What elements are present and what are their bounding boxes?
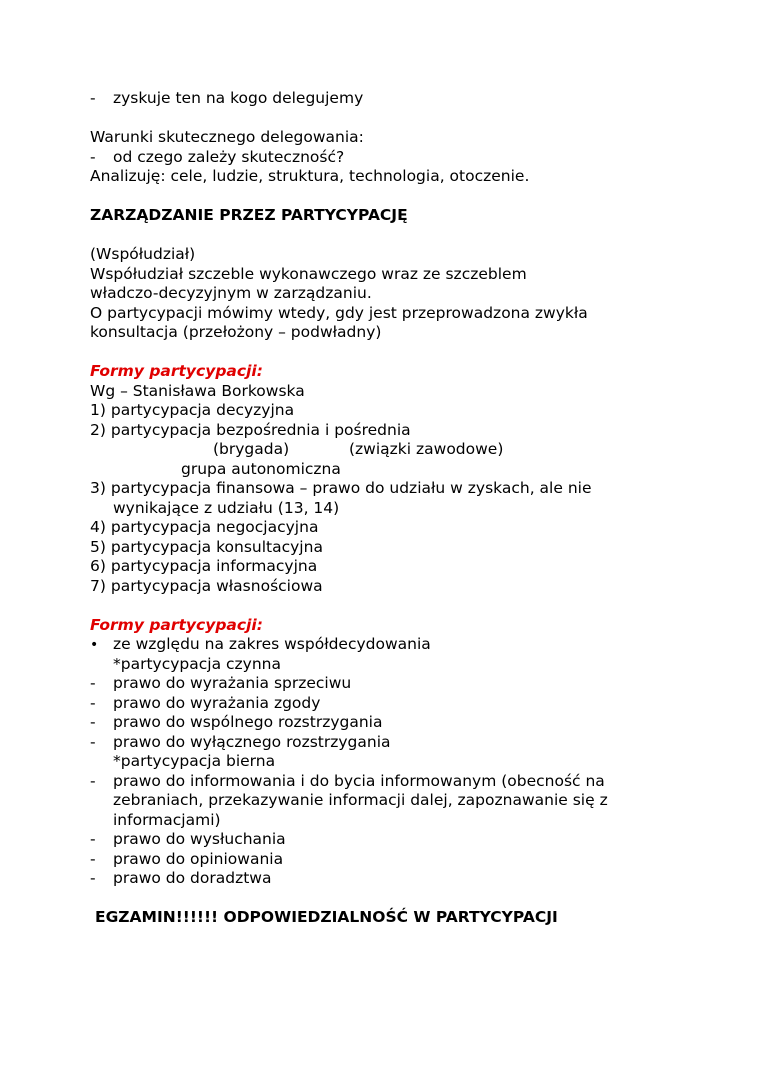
numbered-item: 1) partycypacja decyzyjna	[90, 401, 295, 419]
paragraph-line: konsultacja (przełożony – podwładny)	[90, 323, 382, 341]
paragraph-line: Współudział szczeble wykonawczego wraz ze szczeblem	[90, 264, 527, 283]
list-item: - prawo do informowania i do bycia informowanym (obecność na	[90, 771, 605, 790]
forms-heading-2: Formy partycypacji:	[90, 615, 263, 634]
list-item-continuation: informacjami)	[113, 810, 221, 829]
numbered-item: 4) partycypacja negocjacyjna	[90, 518, 319, 536]
numbered-item: 6) partycypacja informacyjna	[90, 557, 318, 575]
dash-marker: -	[90, 674, 96, 692]
forms-heading-1: Formy partycypacji:	[90, 362, 263, 380]
dash-marker: -	[90, 869, 96, 887]
list-item: - prawo do wyrażania sprzeciwu	[90, 674, 352, 692]
list-item: - prawo do wyrażania zgody	[90, 693, 321, 712]
document-page	[90, 89, 690, 928]
dash-marker: -	[90, 732, 96, 751]
numbered-item: 5) partycypacja konsultacyjna	[90, 537, 323, 556]
bullet-marker: •	[90, 637, 99, 653]
list-item: - prawo do wysłuchania	[90, 830, 286, 848]
sub-labels	[90, 440, 690, 460]
sub-label: (brygada)	[213, 440, 290, 458]
list-item: - od czego zależy skuteczność?	[90, 147, 345, 166]
list-item: - zyskuje ten na kogo delegujemy	[90, 89, 364, 107]
numbered-item: 3) partycypacja finansowa – prawo do udziału w zyskach, ale nie	[90, 479, 592, 497]
list-item: - prawo do opiniowania	[90, 849, 284, 868]
analysis-text: Analizuję: cele, ludzie, struktura, technologia, otoczenie.	[90, 167, 530, 185]
paragraph-line: O partycypacji mówimy wtedy, gdy jest przeprowadzona zwykła	[90, 303, 588, 322]
dash-marker: -	[90, 849, 96, 868]
dash-marker: -	[90, 147, 96, 166]
numbered-item: 2) partycypacja bezpośrednia i pośrednia	[90, 420, 411, 439]
dash-marker: -	[90, 713, 96, 731]
bullet-item: • ze względu na zakres współdecydowania	[90, 635, 690, 655]
section-title: ZARZĄDZANIE PRZEZ PARTYCYPACJĘ	[90, 206, 408, 224]
list-item: - prawo do doradztwa	[90, 869, 272, 887]
numbered-item-continuation: wynikające z udziału (13, 14)	[113, 498, 340, 517]
dash-marker: -	[90, 89, 96, 107]
numbered-item: 7) partycypacja własnościowa	[90, 576, 323, 595]
subheading: *partycypacja czynna	[113, 654, 281, 673]
dash-marker: -	[90, 830, 96, 848]
subheading: *partycypacja bierna	[113, 752, 276, 770]
list-item-continuation: zebraniach, przekazywanie informacji dalej, zapoznawanie się z	[113, 791, 608, 809]
list-item: - prawo do wspólnego rozstrzygania	[90, 713, 383, 731]
author-line: Wg – Stanisława Borkowska	[90, 381, 305, 400]
dash-marker: -	[90, 771, 96, 790]
sub-label: grupa autonomiczna	[181, 459, 341, 478]
paragraph-line: (Współudział)	[90, 245, 196, 263]
dash-marker: -	[90, 693, 96, 712]
paragraph-line: władczo-decyzyjnym w zarządzaniu.	[90, 284, 372, 302]
exam-note: EGZAMIN!!!!!! ODPOWIEDZIALNOŚĆ W PARTYCYPACJI	[95, 908, 558, 926]
conditions-title: Warunki skutecznego delegowania:	[90, 128, 364, 146]
sub-label: (związki zawodowe)	[349, 440, 504, 458]
list-item: - prawo do wyłącznego rozstrzygania	[90, 732, 391, 751]
